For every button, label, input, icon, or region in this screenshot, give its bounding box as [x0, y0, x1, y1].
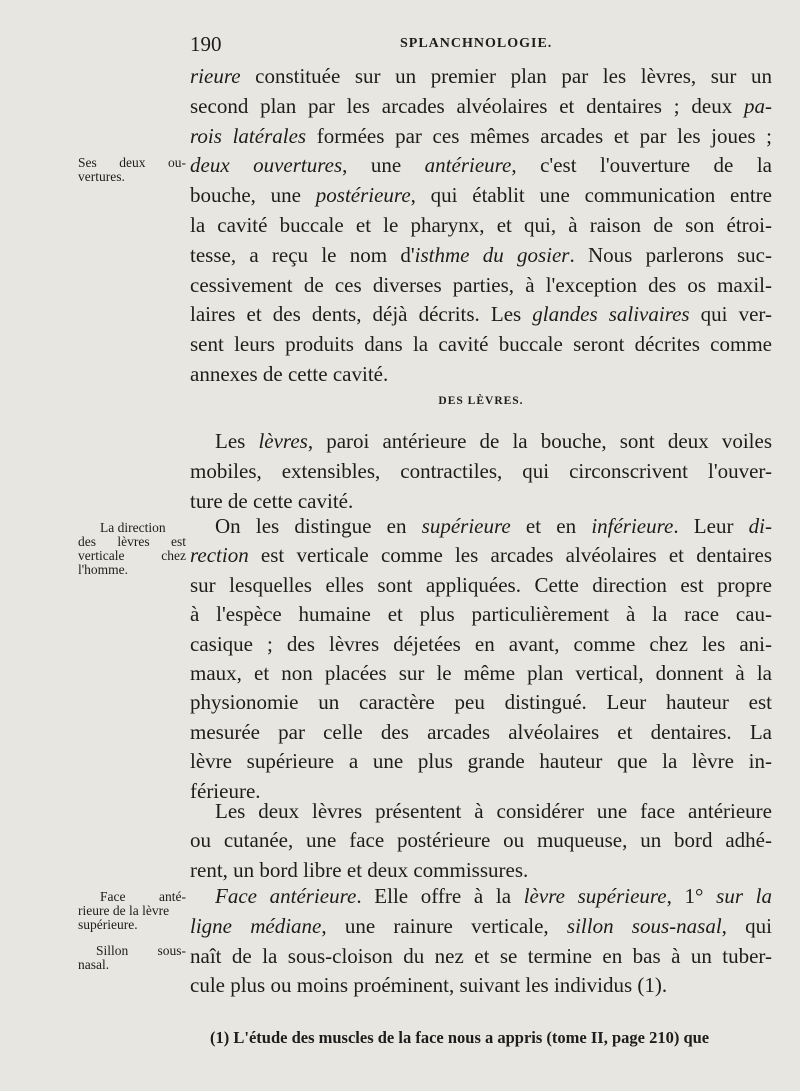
text-line: [190, 688, 772, 716]
text-run: physionomie un caractère peu distingué. Leur hauteur est: [190, 690, 772, 715]
text-line: [215, 427, 772, 455]
text-line: [190, 62, 772, 90]
text-line: [190, 330, 772, 358]
text-run: sur lesquelles elles sont appliquées. Cette direction est propre: [190, 572, 772, 597]
text-line: [190, 659, 772, 687]
italic-text: pa-: [744, 93, 772, 118]
text-run: et en: [510, 514, 592, 538]
text-run: cule plus ou moins proéminent, suivant les individus (1).: [190, 973, 668, 998]
margin-note-direction: [78, 521, 186, 577]
text-line: [190, 826, 772, 854]
italic-text: lèvres: [258, 429, 308, 453]
text-run: Les deux lèvres présentent à considérer une face antérieure: [215, 799, 772, 823]
text-line: [190, 541, 772, 569]
margin-note-line: supérieure.: [78, 917, 138, 932]
italic-text: Face antérieure: [215, 884, 357, 908]
text-run: Les: [215, 429, 259, 453]
text-run: naît de la sous-cloison du nez et se termine en bas à un tuber-: [190, 943, 772, 968]
text-line: [190, 747, 772, 775]
text-run: à l'espèce humaine et plus particulièrement à la race cau-: [190, 602, 772, 627]
margin-note-ouvertures: [78, 156, 186, 184]
text-run: maux, et non placées sur le même plan vertical, donnent à la: [190, 661, 772, 685]
text-run: , une: [342, 153, 425, 178]
italic-text: inférieure: [591, 514, 674, 538]
text-line: [215, 882, 772, 910]
text-run: ture de cette cavité.: [190, 488, 354, 513]
text-run: , paroi antérieure de la bouche, sont deux voiles: [307, 429, 772, 453]
margin-note-line: verticale chez: [78, 548, 186, 563]
footnote: (1) L'étude des muscles de la face nous a appris (tome II, page 210) que: [210, 1028, 710, 1047]
text-run: cessivement de ces diverses parties, à l'exception des os maxil-: [190, 272, 772, 297]
margin-note-line: La direction: [100, 520, 166, 535]
page-header: [190, 32, 750, 58]
text-run: second plan par les arcades alvéolaires et dentaires ; deux: [190, 93, 744, 118]
text-run: bouche, une: [190, 183, 316, 208]
text-line: [190, 942, 772, 970]
italic-text: isthme du gosier: [414, 242, 570, 267]
margin-note-line: vertures.: [78, 169, 125, 184]
text-line: [190, 92, 772, 120]
italic-text: antérieure: [424, 153, 512, 178]
text-run: est verticale comme les arcades alvéolaires et dentaires: [248, 543, 772, 568]
text-run: qui ver-: [689, 302, 772, 327]
text-run: laires et des dents, déjà décrits. Les: [190, 302, 533, 327]
text-run: On les distingue en: [215, 514, 422, 538]
text-line: [190, 122, 772, 150]
italic-text: sillon sous-nasal: [566, 913, 722, 938]
margin-note-sillon: [78, 944, 186, 972]
running-head: SPLANCHNOLOGIE.: [400, 36, 553, 51]
text-line: [190, 457, 772, 485]
text-line: [190, 271, 772, 299]
text-run: la cavité buccale et le pharynx, et qui, à raison de son étroi-: [190, 213, 772, 237]
italic-text: rection: [190, 543, 249, 568]
text-run: tesse, a reçu le nom d': [190, 242, 415, 267]
text-run: . Elle offre à la: [356, 884, 524, 908]
text-run: . Nous parlerons suc-: [569, 242, 772, 267]
italic-text: sur la: [716, 884, 772, 908]
text-run: , une rainure verticale,: [321, 913, 567, 938]
margin-note-line: des lèvres est: [78, 534, 186, 549]
text-run: casique ; des lèvres déjetées en avant, comme chez les ani-: [190, 631, 772, 656]
text-line: [215, 797, 772, 825]
margin-note-face-anterieure: [78, 890, 186, 932]
text-line: [215, 512, 772, 540]
text-line: [190, 487, 772, 515]
text-run: . Leur: [673, 514, 749, 538]
text-run: ou cutanée, une face postérieure ou muqueuse, un bord adhé-: [190, 828, 772, 853]
text-run: férieure.: [190, 778, 261, 803]
italic-text: deux ouvertures: [190, 153, 343, 178]
text-run: formées par ces mêmes arcades et par les joues ;: [306, 123, 772, 148]
text-line: [190, 630, 772, 658]
text-run: rent, un bord libre et deux commissures.: [190, 857, 529, 882]
text-line: [190, 211, 772, 239]
italic-text: glandes salivaires: [532, 302, 690, 327]
italic-text: rois latérales: [190, 123, 307, 148]
text-run: , c'est l'ouverture de la: [511, 153, 772, 178]
text-line: [190, 181, 772, 209]
page-number: 190: [190, 32, 222, 56]
text-line: [190, 151, 772, 179]
text-line: [190, 600, 772, 628]
text-line: [190, 360, 772, 388]
text-line: [190, 300, 772, 328]
text-run: sent leurs produits dans la cavité buccale seront décrites comme: [190, 332, 772, 357]
margin-note-line: Face anté-: [100, 889, 186, 904]
section-title: DES LÈVRES.: [438, 395, 524, 407]
margin-note-line: Sillon sous-: [96, 943, 186, 958]
italic-text: supérieure: [421, 514, 511, 538]
text-run: , qui: [721, 913, 772, 938]
text-run: annexes de cette cavité.: [190, 362, 389, 386]
text-line: [190, 971, 772, 999]
text-line: [190, 718, 772, 746]
italic-text: rieure: [190, 64, 241, 88]
text-run: mobiles, extensibles, contractiles, qui circonscrivent l'ouver-: [190, 458, 772, 483]
text-line: [190, 912, 772, 940]
italic-text: lèvre supérieure: [523, 884, 667, 908]
text-line: [190, 571, 772, 599]
margin-note-line: Ses deux ou-: [78, 155, 186, 170]
margin-note-line: nasal.: [78, 957, 110, 972]
text-line: [190, 856, 772, 884]
text-run: mesurée par celle des arcades alvéolaires et dentaires. La: [190, 719, 772, 744]
text-run: , qui établit une communication entre: [410, 183, 772, 208]
italic-text: ligne médiane: [190, 913, 322, 938]
text-run: , 1°: [666, 884, 717, 908]
margin-note-line: l'homme.: [78, 562, 129, 577]
italic-text: postérieure: [315, 183, 411, 208]
text-run: constituée sur un premier plan par les lèvres, sur un: [240, 64, 772, 88]
text-line: [190, 241, 772, 269]
text-run: lèvre supérieure a une plus grande hauteur que la lèvre in-: [190, 749, 772, 774]
italic-text: di-: [748, 514, 772, 538]
margin-note-line: rieure de la lèvre: [78, 903, 170, 918]
